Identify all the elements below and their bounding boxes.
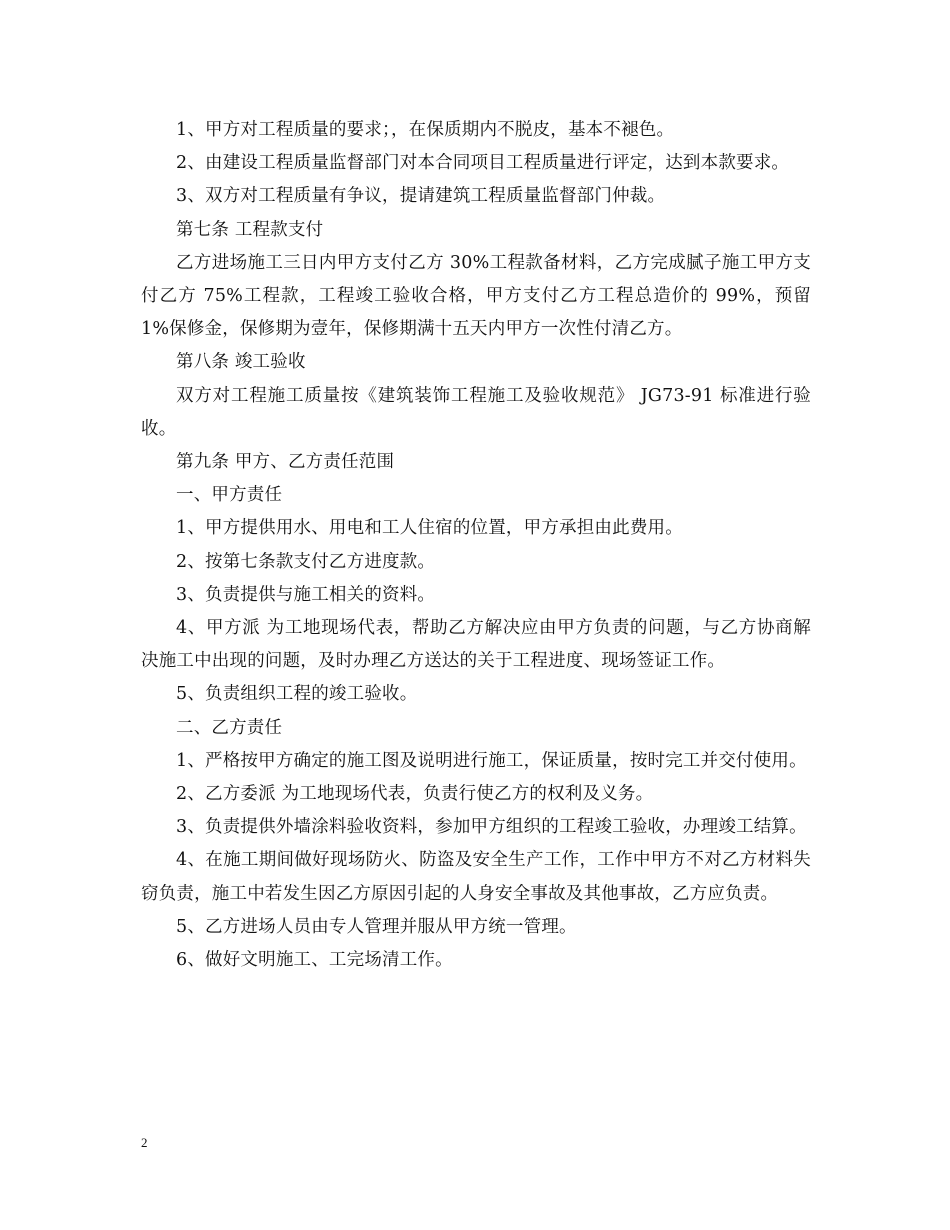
paragraph-quality-requirement: 1、甲方对工程质量的要求；，在保质期内不脱皮，基本不褪色。: [176, 120, 675, 140]
article-8-heading: 第八条 竣工验收: [176, 352, 306, 373]
party-b-item-4: 4、在施工期间做好现场防火、防盗及安全生产工作，工作中甲方不对乙方材料失窃负责，施工中若发生因乙方原因引起的人身安全事故及其他事故，乙方应负责。: [141, 850, 811, 904]
article-7-heading: 第七条 工程款支付: [176, 219, 324, 240]
party-a-item-5: 5、负责组织工程的竣工验收。: [176, 684, 418, 705]
party-b-item-2: 2、乙方委派 为工地现场代表，负责行使乙方的权利及义务。: [176, 784, 654, 805]
party-b-responsibility-heading: 二、乙方责任: [176, 717, 283, 738]
party-a-item-4: 4、甲方派 为工地现场代表，帮助乙方解决应由甲方负责的问题，与乙方协商解决施工中出现的问题，及时办理乙方送达的关于工程进度、现场签证工作。: [141, 618, 811, 672]
party-a-item-1: 1、甲方提供用水、用电和工人住宿的位置，甲方承担由此费用。: [176, 518, 683, 539]
party-b-item-1: 1、严格按甲方确定的施工图及说明进行施工，保证质量，按时完工并交付使用。: [176, 750, 807, 771]
page-number: 2: [141, 1135, 148, 1150]
party-a-item-3: 3、负责提供与施工相关的资料。: [176, 584, 436, 605]
paragraph-payment-terms: 乙方进场施工三日内甲方支付乙方 30%工程款备材料，乙方完成腻子施工甲方支付乙方 75%工程款，工程竣工验收合格，甲方支付乙方工程总造价的 99%，预留 1%保修金，保修期为壹年，保修期满十五天内甲方一次性付清乙方。: [141, 252, 811, 340]
party-a-item-2: 2、按第七条款支付乙方进度款。: [176, 551, 436, 572]
paragraph-acceptance-standard: 双方对工程施工质量按《建筑装饰工程施工及验收规范》 JG73-91 标准进行验收。: [141, 385, 811, 439]
article-9-heading: 第九条 甲方、乙方责任范围: [176, 452, 395, 473]
party-a-responsibility-heading: 一、甲方责任: [176, 485, 283, 506]
party-b-item-5: 5、乙方进场人员由专人管理并服从甲方统一管理。: [176, 916, 577, 937]
party-b-item-6: 6、做好文明施工、工完场清工作。: [176, 950, 453, 971]
paragraph-quality-evaluation: 2、由建设工程质量监督部门对本合同项目工程质量进行评定，达到本款要求。: [176, 153, 790, 174]
document-body: [141, 114, 811, 977]
paragraph-quality-dispute: 3、双方对工程质量有争议，提请建筑工程质量监督部门仲裁。: [176, 186, 666, 207]
party-b-item-3: 3、负责提供外墙涂料验收资料，参加甲方组织的工程竣工验收，办理竣工结算。: [176, 817, 807, 838]
